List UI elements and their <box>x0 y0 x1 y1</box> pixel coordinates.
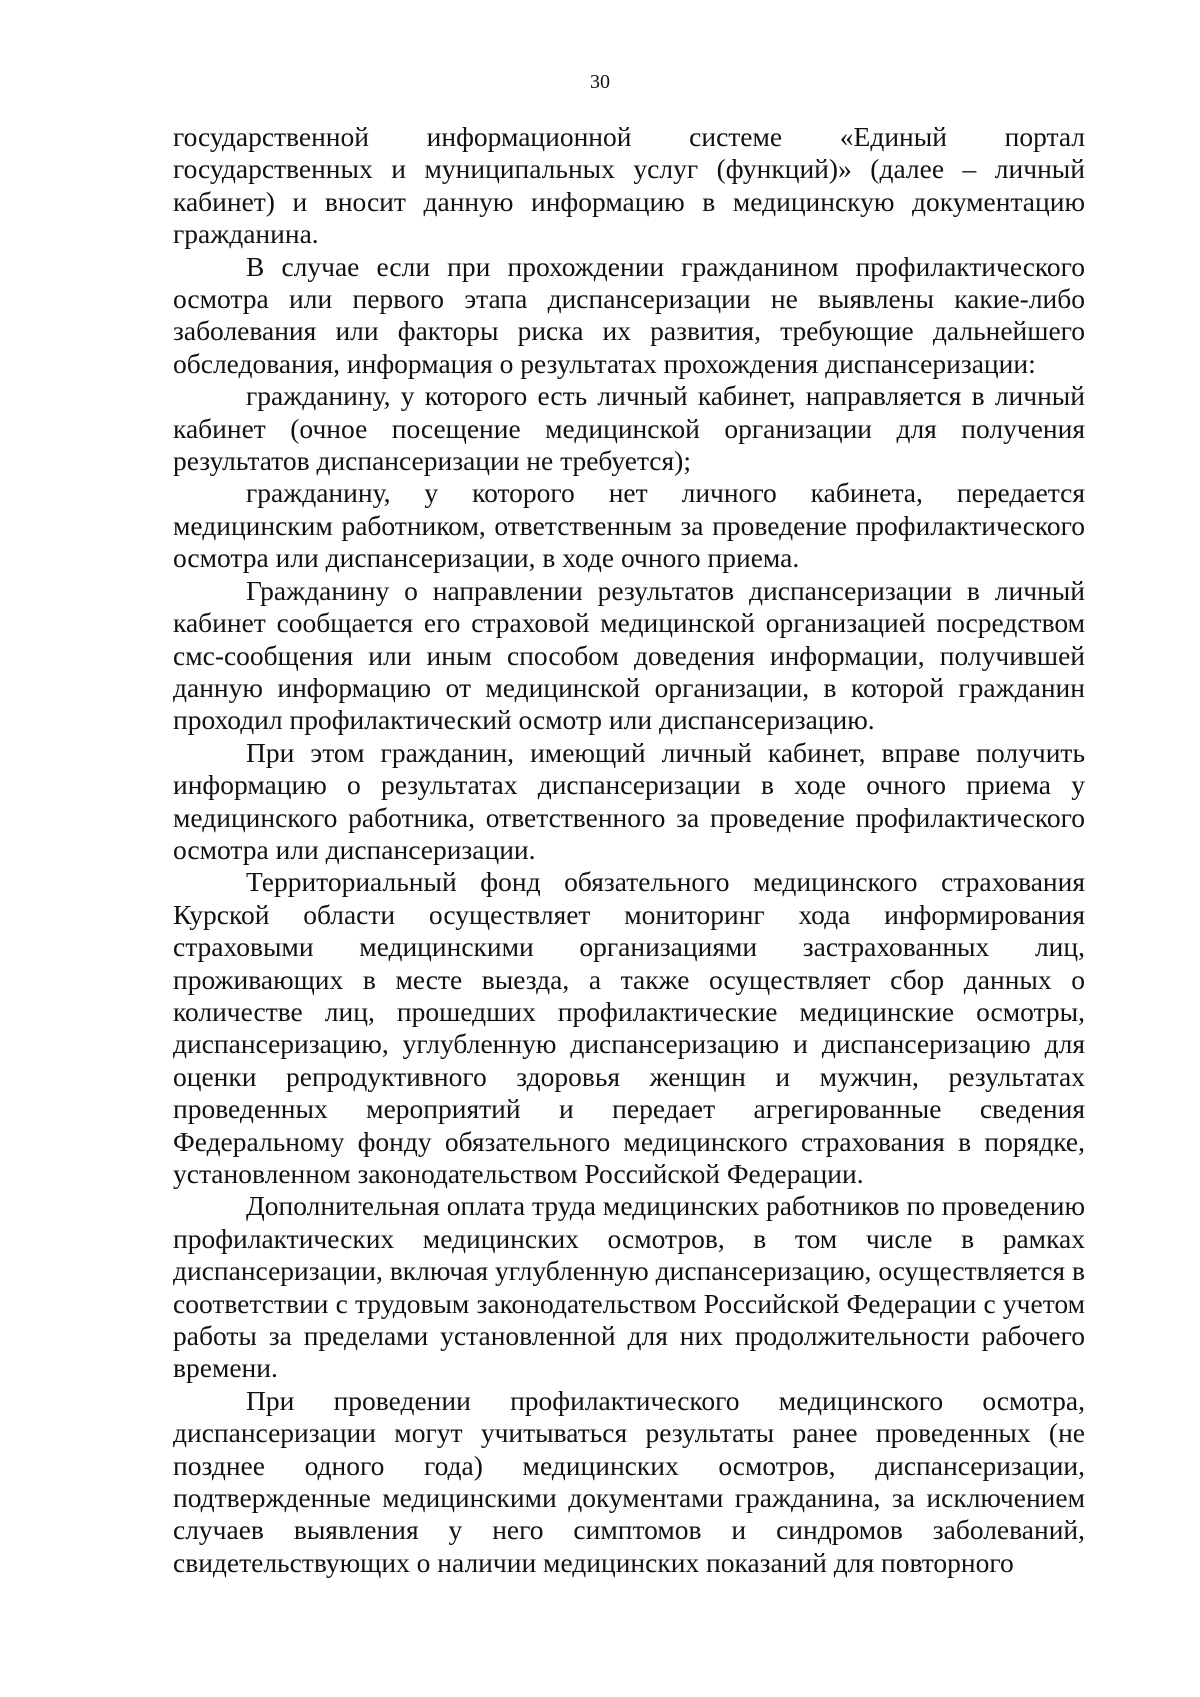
paragraph-in-person-results: При этом гражданин, имеющий личный кабинет, вправе получить информацию о результатах диспансеризации в ходе очного приема у медицинского работника, ответственного за проведение профилактического осмотра или диспансеризации. <box>173 736 1085 865</box>
paragraph-with-personal-account: гражданину, у которого есть личный кабинет, направляется в личный кабинет (очное посещение медицинской организации для получения результатов диспансеризации не требуется); <box>173 380 1085 477</box>
paragraph-territorial-fund-monitoring: Территориальный фонд обязательного медицинского страхования Курской области осуществляет мониторинг хода информирования страховыми медицинскими организациями застрахованных лиц, проживающих в месте выезда, а также осуществляет сбор данных о количестве лиц, прошедших профилактические медицинские осмотры, диспансеризацию, углубленную диспансеризацию и диспансеризацию для оценки репродуктивного здоровья женщин и мужчин, результатах проведенных мероприятий и передает агрегированные сведения Федеральному фонду обязательного медицинского страхования в порядке, установленном законодательством Российской Федерации. <box>173 866 1085 1189</box>
document-body <box>173 121 1085 1579</box>
paragraph-continuation: государственной информационной системе «Единый портал государственных и муниципальных услуг (функций)» (далее – личный кабинет) и вносит данную информацию в медицинскую документацию гражданина. <box>173 121 1085 250</box>
paragraph-no-risk-results: В случае если при прохождении гражданином профилактического осмотра или первого этапа диспансеризации не выявлены какие-либо заболевания или факторы риска их развития, требующие дальнейшего обследования, информация о результатах прохождения диспансеризации: <box>173 250 1085 379</box>
paragraph-additional-pay: Дополнительная оплата труда медицинских работников по проведению профилактических медицинских осмотров, в том числе в рамках диспансеризации, включая углубленную диспансеризацию, осуществляется в соответствии с трудовым законодательством Российской Федерации с учетом работы за пределами установленной для них продолжительности рабочего времени. <box>173 1190 1085 1384</box>
paragraph-without-personal-account: гражданину, у которого нет личного кабинета, передается медицинским работником, ответственным за проведение профилактического осмотра или диспансеризации, в ходе очного приема. <box>173 477 1085 574</box>
paragraph-prior-results: При проведении профилактического медицинского осмотра, диспансеризации могут учитываться результаты ранее проведенных (не позднее одного года) медицинских осмотров, диспансеризации, подтвержденные медицинскими документами гражданина, за исключением случаев выявления у него симптомов и синдромов заболеваний, свидетельствующих о наличии медицинских показаний для повторного <box>173 1384 1085 1578</box>
paragraph-insurer-notification: Гражданину о направлении результатов диспансеризации в личный кабинет сообщается его страховой медицинской организацией посредством смс-сообщения или иным способом доведения информации, получившей данную информацию от медицинской организации, в которой гражданин проходил профилактический осмотр или диспансеризацию. <box>173 574 1085 736</box>
page-number: 30 <box>590 71 610 93</box>
